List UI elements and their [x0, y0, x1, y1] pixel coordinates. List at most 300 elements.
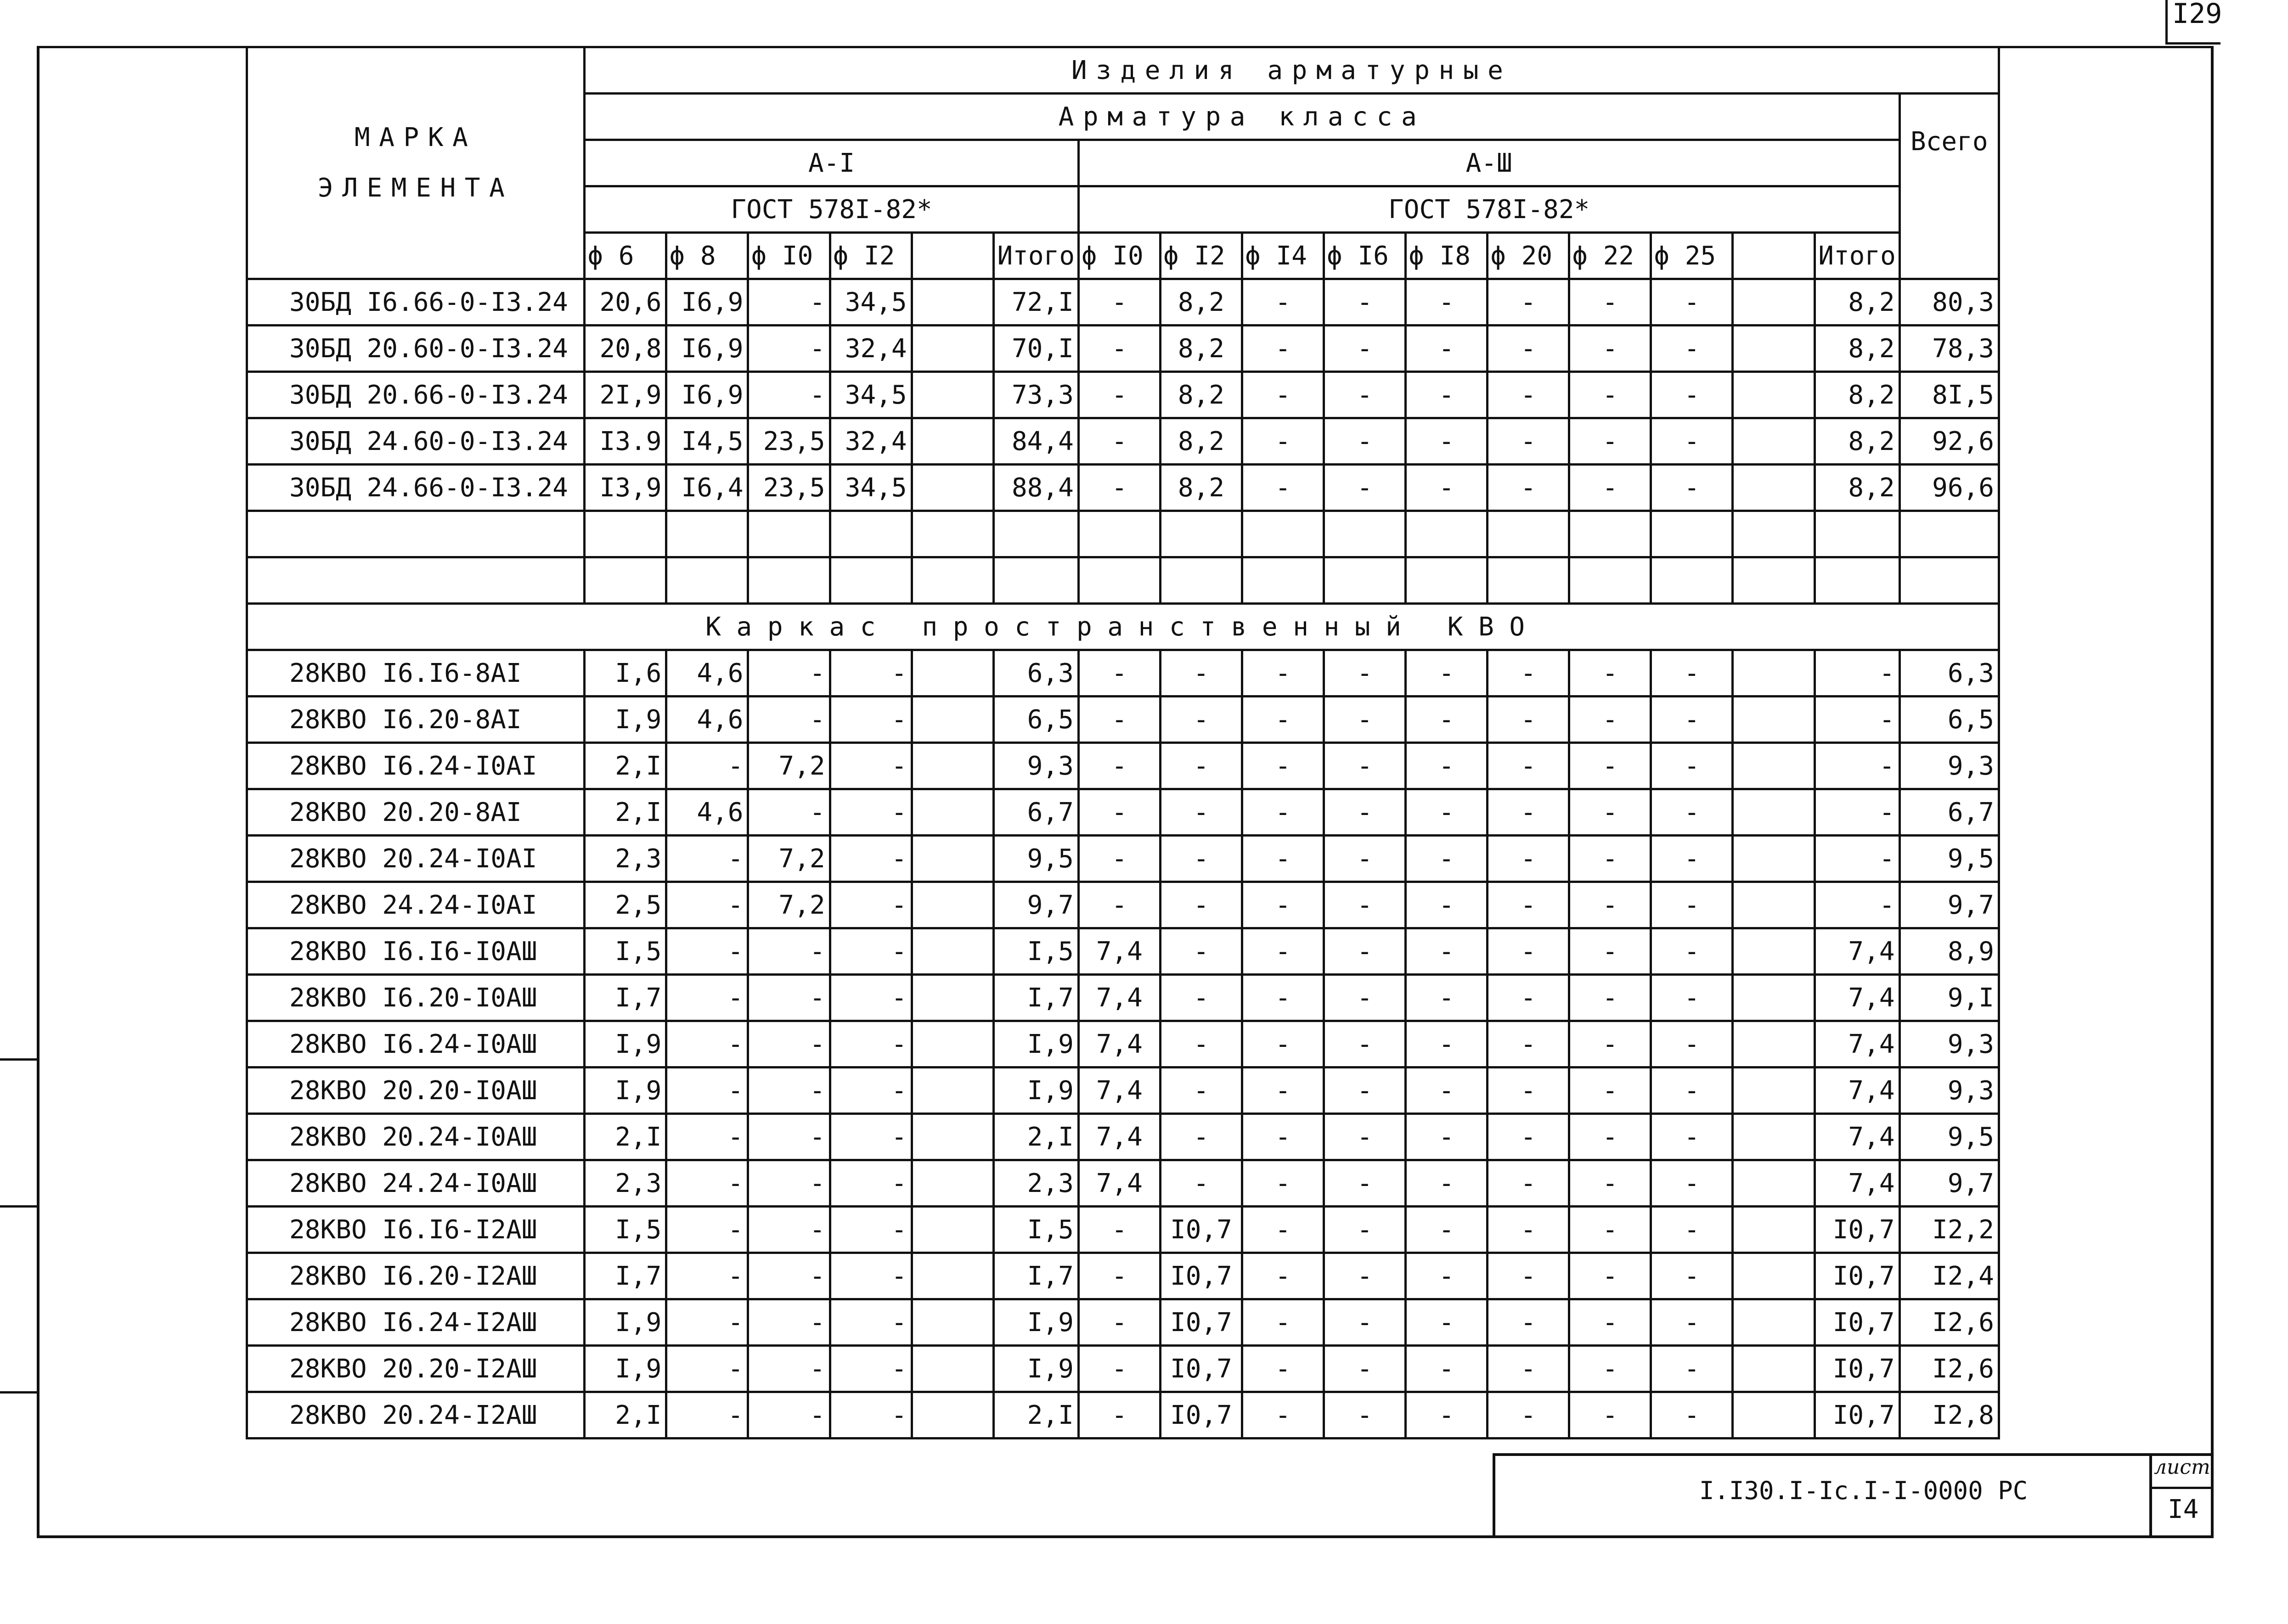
a3-value: I0,7	[1160, 1299, 1242, 1346]
a3-value: -	[1242, 1392, 1324, 1439]
a3-value: -	[1242, 1114, 1324, 1160]
a3-value: -	[1324, 975, 1406, 1021]
element-mark: 30БД 24.66-0-I3.24	[247, 465, 585, 511]
a1-value	[912, 279, 993, 326]
a1-value	[912, 1299, 993, 1346]
a1-value: -	[830, 697, 912, 743]
a3-value: -	[1160, 650, 1242, 697]
a3-value: -	[1651, 697, 1733, 743]
row-total: 8I,5	[1899, 372, 1999, 418]
a3-value	[1733, 975, 1815, 1021]
a1-value: 2,3	[993, 1160, 1078, 1207]
a1-value: -	[748, 1253, 830, 1299]
a3-value	[1733, 1160, 1815, 1207]
a3-value: -	[1569, 1114, 1651, 1160]
column-header-a3: ϕ 25	[1651, 233, 1733, 279]
a1-value: -	[830, 1299, 912, 1346]
row-total: I2,2	[1899, 1207, 1999, 1253]
a3-value: -	[1488, 743, 1569, 789]
element-mark: 28КВО 24.24-I0AI	[247, 882, 585, 928]
a1-value: 6,7	[993, 789, 1078, 836]
a1-value: 34,5	[830, 372, 912, 418]
a1-value: 32,4	[830, 418, 912, 465]
a3-value: -	[1569, 372, 1651, 418]
column-header-a3: ϕ I0	[1078, 233, 1160, 279]
a3-value: -	[1324, 697, 1406, 743]
element-mark: 28КВО 24.24-I0AШ	[247, 1160, 585, 1207]
a1-value: -	[830, 975, 912, 1021]
a3-value: -	[1160, 697, 1242, 743]
a1-value: 9,3	[993, 743, 1078, 789]
empty-row	[247, 557, 1999, 604]
a3-value: -	[1406, 650, 1488, 697]
a1-value: -	[666, 928, 748, 975]
a3-value	[1733, 1253, 1815, 1299]
a3-value: -	[1488, 1346, 1569, 1392]
a1-value	[912, 836, 993, 882]
a3-value: -	[1406, 1253, 1488, 1299]
table-row	[247, 697, 1999, 743]
a3-value: -	[1815, 836, 1899, 882]
a3-value: 8,2	[1815, 326, 1899, 372]
table-row	[247, 1160, 1999, 1207]
a3-value: -	[1488, 1021, 1569, 1068]
a1-value: 4,6	[666, 697, 748, 743]
a3-value: -	[1324, 326, 1406, 372]
a3-value	[1733, 1114, 1815, 1160]
empty-cell	[912, 511, 993, 557]
a1-value: -	[748, 1207, 830, 1253]
group-header: Изделия арматурные	[585, 47, 1999, 94]
empty-cell	[1569, 557, 1651, 604]
a3-value: -	[1242, 326, 1324, 372]
a1-value: -	[748, 789, 830, 836]
a1-value	[912, 697, 993, 743]
a1-value	[912, 418, 993, 465]
a3-value: -	[1160, 975, 1242, 1021]
a3-value: -	[1406, 1114, 1488, 1160]
a1-value: -	[830, 743, 912, 789]
a3-value: -	[1078, 279, 1160, 326]
row-total: 6,5	[1899, 697, 1999, 743]
a3-value: -	[1569, 928, 1651, 975]
table-row	[247, 650, 1999, 697]
a1-value: -	[666, 1114, 748, 1160]
a3-value: -	[1406, 1299, 1488, 1346]
row-total: I2,8	[1899, 1392, 1999, 1439]
a1-value: -	[830, 650, 912, 697]
a3-value: -	[1160, 1021, 1242, 1068]
a1-value: 84,4	[993, 418, 1078, 465]
a1-value: 34,5	[830, 279, 912, 326]
a1-value: -	[830, 1253, 912, 1299]
page-number: I29	[2172, 0, 2222, 30]
a3-value: -	[1160, 882, 1242, 928]
empty-cell	[1899, 511, 1999, 557]
a3-value: -	[1078, 1253, 1160, 1299]
a3-value: 7,4	[1815, 1068, 1899, 1114]
empty-cell	[993, 557, 1078, 604]
a3-value: -	[1488, 1114, 1569, 1160]
a3-value: -	[1324, 1207, 1406, 1253]
a3-value: -	[1569, 279, 1651, 326]
empty-cell	[247, 511, 585, 557]
a3-value: 8,2	[1160, 372, 1242, 418]
a1-value: -	[748, 1114, 830, 1160]
sheet-box-divider	[2149, 1487, 2214, 1489]
empty-cell	[1488, 511, 1569, 557]
sheet-number: I4	[2168, 1495, 2199, 1524]
empty-cell	[1160, 557, 1242, 604]
column-header-a3: ϕ 22	[1569, 233, 1651, 279]
empty-cell	[1488, 557, 1569, 604]
a3-value: 8,2	[1815, 465, 1899, 511]
a1-value: I3.9	[585, 418, 666, 465]
table-row	[247, 836, 1999, 882]
element-mark: 28КВО 20.24-I0AШ	[247, 1114, 585, 1160]
column-header-a1: ϕ I0	[748, 233, 830, 279]
class-a3-header: A-Ш	[1078, 140, 1899, 186]
a3-value	[1733, 928, 1815, 975]
a3-value: -	[1569, 1160, 1651, 1207]
element-mark: 28КВО 20.20-I2AШ	[247, 1346, 585, 1392]
a3-value: -	[1324, 1021, 1406, 1068]
a3-value: -	[1406, 882, 1488, 928]
a3-value: -	[1078, 418, 1160, 465]
a3-value: -	[1324, 836, 1406, 882]
a3-value	[1733, 789, 1815, 836]
column-header-a3: ϕ I8	[1406, 233, 1488, 279]
a3-value: -	[1488, 418, 1569, 465]
a3-value: -	[1569, 697, 1651, 743]
a1-value	[912, 1114, 993, 1160]
class-header: Арматура класса	[585, 94, 1899, 140]
a1-value: 2,I	[585, 1114, 666, 1160]
a1-value: 2,3	[585, 836, 666, 882]
a3-value: -	[1406, 279, 1488, 326]
reinforcement-table	[246, 46, 2000, 1439]
a1-value: -	[666, 1207, 748, 1253]
a3-value	[1733, 1299, 1815, 1346]
a1-value: -	[748, 1068, 830, 1114]
column-header-a3: ϕ 20	[1488, 233, 1569, 279]
a1-value: I,7	[585, 1253, 666, 1299]
empty-cell	[247, 557, 585, 604]
a3-value: I0,7	[1160, 1392, 1242, 1439]
a3-value: -	[1078, 743, 1160, 789]
a3-value: -	[1242, 789, 1324, 836]
a3-value: -	[1242, 1253, 1324, 1299]
a3-value: -	[1078, 1346, 1160, 1392]
row-total: 78,3	[1899, 326, 1999, 372]
a3-value: -	[1488, 882, 1569, 928]
a3-value: -	[1651, 928, 1733, 975]
row-total: 80,3	[1899, 279, 1999, 326]
a1-value: -	[748, 650, 830, 697]
a3-value: -	[1242, 1160, 1324, 1207]
empty-cell	[1569, 511, 1651, 557]
a3-value: -	[1406, 1392, 1488, 1439]
a1-value: 2,3	[585, 1160, 666, 1207]
a1-value: 88,4	[993, 465, 1078, 511]
a1-value: -	[666, 1299, 748, 1346]
a1-value: I3,9	[585, 465, 666, 511]
a1-value: -	[830, 1068, 912, 1114]
a3-value: I0,7	[1815, 1253, 1899, 1299]
empty-cell	[666, 511, 748, 557]
a3-value: -	[1078, 789, 1160, 836]
a3-value: -	[1488, 1253, 1569, 1299]
empty-cell	[1733, 557, 1815, 604]
a1-value: I,9	[993, 1299, 1078, 1346]
a3-value	[1733, 1068, 1815, 1114]
a1-value	[912, 1207, 993, 1253]
a3-value: -	[1406, 1021, 1488, 1068]
a1-value	[912, 882, 993, 928]
empty-cell	[1733, 511, 1815, 557]
element-mark: 28КВО 20.24-I2AШ	[247, 1392, 585, 1439]
row-total: 9,3	[1899, 1068, 1999, 1114]
a1-value: -	[748, 1346, 830, 1392]
a3-value: 8,2	[1815, 372, 1899, 418]
empty-cell	[1324, 557, 1406, 604]
a3-value: -	[1406, 326, 1488, 372]
section-row	[247, 604, 1999, 650]
a3-value: -	[1651, 975, 1733, 1021]
row-total: I2,4	[1899, 1253, 1999, 1299]
a1-value: 7,2	[748, 836, 830, 882]
a3-value: -	[1651, 882, 1733, 928]
a1-value: 2I,9	[585, 372, 666, 418]
a3-value: -	[1569, 650, 1651, 697]
empty-cell	[1078, 511, 1160, 557]
a1-value: 6,3	[993, 650, 1078, 697]
a3-value: 8,2	[1160, 418, 1242, 465]
a3-value: -	[1569, 743, 1651, 789]
a1-value: -	[666, 1392, 748, 1439]
a1-value	[912, 465, 993, 511]
row-total: 9,5	[1899, 836, 1999, 882]
a1-value	[912, 789, 993, 836]
a3-value: 8,2	[1160, 279, 1242, 326]
empty-cell	[585, 511, 666, 557]
a3-value: -	[1078, 1299, 1160, 1346]
a1-value: I,9	[585, 1021, 666, 1068]
a3-value: -	[1160, 928, 1242, 975]
a3-value: -	[1488, 1068, 1569, 1114]
a3-value: -	[1242, 1207, 1324, 1253]
a3-value	[1733, 279, 1815, 326]
a1-value: -	[748, 326, 830, 372]
a3-value: -	[1815, 697, 1899, 743]
a3-value: I0,7	[1815, 1346, 1899, 1392]
a1-value: 7,2	[748, 743, 830, 789]
a3-value: -	[1406, 836, 1488, 882]
a3-value: -	[1406, 1346, 1488, 1392]
a1-value: -	[666, 1068, 748, 1114]
a1-value: I,5	[993, 928, 1078, 975]
a1-value: -	[748, 697, 830, 743]
a3-value: -	[1488, 465, 1569, 511]
a3-value: -	[1488, 836, 1569, 882]
empty-cell	[666, 557, 748, 604]
a1-value: I,5	[993, 1207, 1078, 1253]
a3-value: -	[1406, 928, 1488, 975]
a3-value: -	[1324, 1346, 1406, 1392]
a3-value: 8,2	[1815, 279, 1899, 326]
a3-value: -	[1406, 1207, 1488, 1253]
a3-value: -	[1651, 836, 1733, 882]
a1-value: I6,9	[666, 326, 748, 372]
a1-value	[912, 326, 993, 372]
a3-value: I0,7	[1815, 1207, 1899, 1253]
empty-cell	[830, 557, 912, 604]
a1-value	[912, 372, 993, 418]
a1-value: -	[830, 928, 912, 975]
a3-value: -	[1242, 882, 1324, 928]
a1-value: I,9	[585, 1068, 666, 1114]
a3-value: 7,4	[1078, 1068, 1160, 1114]
a3-value: -	[1406, 697, 1488, 743]
element-mark: 30БД 20.60-0-I3.24	[247, 326, 585, 372]
mark-column-header	[247, 47, 585, 279]
a1-value: -	[748, 1299, 830, 1346]
a3-value: -	[1078, 326, 1160, 372]
a3-value: I0,7	[1815, 1299, 1899, 1346]
a1-value: I,6	[585, 650, 666, 697]
a3-value: I0,7	[1815, 1392, 1899, 1439]
a3-value: -	[1324, 789, 1406, 836]
a3-value: -	[1569, 465, 1651, 511]
table-row	[247, 1253, 1999, 1299]
row-total: 9,5	[1899, 1114, 1999, 1160]
a3-value: -	[1406, 975, 1488, 1021]
a3-value: -	[1488, 1207, 1569, 1253]
a3-value: -	[1242, 650, 1324, 697]
a3-value	[1733, 836, 1815, 882]
a1-value	[912, 1392, 993, 1439]
element-mark: 28КВО 20.24-I0AI	[247, 836, 585, 882]
a3-value	[1733, 326, 1815, 372]
a1-value: -	[830, 1160, 912, 1207]
row-total: 6,7	[1899, 789, 1999, 836]
a1-value: I,9	[993, 1021, 1078, 1068]
corner-divider-horizontal	[2165, 42, 2220, 45]
column-header-a3: ϕ I2	[1160, 233, 1242, 279]
a3-value: -	[1488, 372, 1569, 418]
empty-cell	[830, 511, 912, 557]
a1-value: 7,2	[748, 882, 830, 928]
a3-value: I0,7	[1160, 1253, 1242, 1299]
empty-cell	[1242, 511, 1324, 557]
a3-value: -	[1406, 418, 1488, 465]
a3-value: -	[1651, 1068, 1733, 1114]
a3-value: -	[1569, 1392, 1651, 1439]
mark-header-line2: ЭЛЕМЕНТА	[317, 173, 514, 203]
empty-cell	[1651, 511, 1733, 557]
table-row	[247, 372, 1999, 418]
empty-cell	[748, 511, 830, 557]
a1-value: 2,I	[585, 789, 666, 836]
a3-value: -	[1651, 1346, 1733, 1392]
a1-value: I6,4	[666, 465, 748, 511]
mark-header-line1: МАРКА	[354, 123, 477, 152]
a3-value	[1733, 1346, 1815, 1392]
a3-value: -	[1324, 1160, 1406, 1207]
element-mark: 28КВО 20.20-I0AШ	[247, 1068, 585, 1114]
a3-value: -	[1651, 1160, 1733, 1207]
a3-value: -	[1569, 418, 1651, 465]
a1-value: I,7	[585, 975, 666, 1021]
a1-value: I,7	[993, 1253, 1078, 1299]
a1-value: -	[666, 1253, 748, 1299]
table-row	[247, 465, 1999, 511]
a3-value: -	[1324, 743, 1406, 789]
a3-value: -	[1078, 650, 1160, 697]
a1-value: -	[666, 975, 748, 1021]
a1-value: 70,I	[993, 326, 1078, 372]
element-mark: 28КВО I6.20-I2AШ	[247, 1253, 585, 1299]
a3-value: -	[1160, 1114, 1242, 1160]
gost-a3-header: ГОСТ 578I-82*	[1078, 186, 1899, 233]
a3-value: -	[1242, 279, 1324, 326]
a1-value: -	[830, 789, 912, 836]
binding-mark	[0, 1391, 37, 1394]
a3-value: -	[1488, 1299, 1569, 1346]
empty-cell	[1815, 511, 1899, 557]
table-row	[247, 1114, 1999, 1160]
element-mark: 28КВО I6.I6-8AI	[247, 650, 585, 697]
a3-value: -	[1160, 1160, 1242, 1207]
a1-value: -	[830, 1207, 912, 1253]
a3-value: -	[1078, 465, 1160, 511]
table-row	[247, 1346, 1999, 1392]
a1-value: I,5	[585, 928, 666, 975]
row-total: 92,6	[1899, 418, 1999, 465]
a1-value: 2,I	[585, 743, 666, 789]
a3-value: -	[1651, 1253, 1733, 1299]
a3-value: -	[1242, 418, 1324, 465]
class-a1-header: A-I	[585, 140, 1078, 186]
row-total: I2,6	[1899, 1299, 1999, 1346]
a3-value: -	[1815, 743, 1899, 789]
element-mark: 30БД 20.66-0-I3.24	[247, 372, 585, 418]
a1-value: 4,6	[666, 789, 748, 836]
column-header-a1: Итого	[993, 233, 1078, 279]
a1-value: I,9	[585, 1299, 666, 1346]
a3-value: -	[1488, 279, 1569, 326]
a3-value: -	[1406, 789, 1488, 836]
a1-value	[912, 1021, 993, 1068]
row-total: 9,3	[1899, 743, 1999, 789]
column-header-a1: ϕ 8	[666, 233, 748, 279]
a3-value: -	[1815, 789, 1899, 836]
a3-value: -	[1488, 1392, 1569, 1439]
empty-cell	[1242, 557, 1324, 604]
element-mark: 28КВО I6.20-8AI	[247, 697, 585, 743]
a3-value: 7,4	[1078, 928, 1160, 975]
column-header-a3: ϕ I6	[1324, 233, 1406, 279]
a3-value: -	[1324, 372, 1406, 418]
a3-value: 8,2	[1815, 418, 1899, 465]
row-total: 6,3	[1899, 650, 1999, 697]
column-header-a3	[1733, 233, 1815, 279]
element-mark: 28КВО I6.24-I2AШ	[247, 1299, 585, 1346]
a3-value: -	[1488, 1160, 1569, 1207]
empty-cell	[1815, 557, 1899, 604]
a3-value	[1733, 697, 1815, 743]
a1-value	[912, 743, 993, 789]
